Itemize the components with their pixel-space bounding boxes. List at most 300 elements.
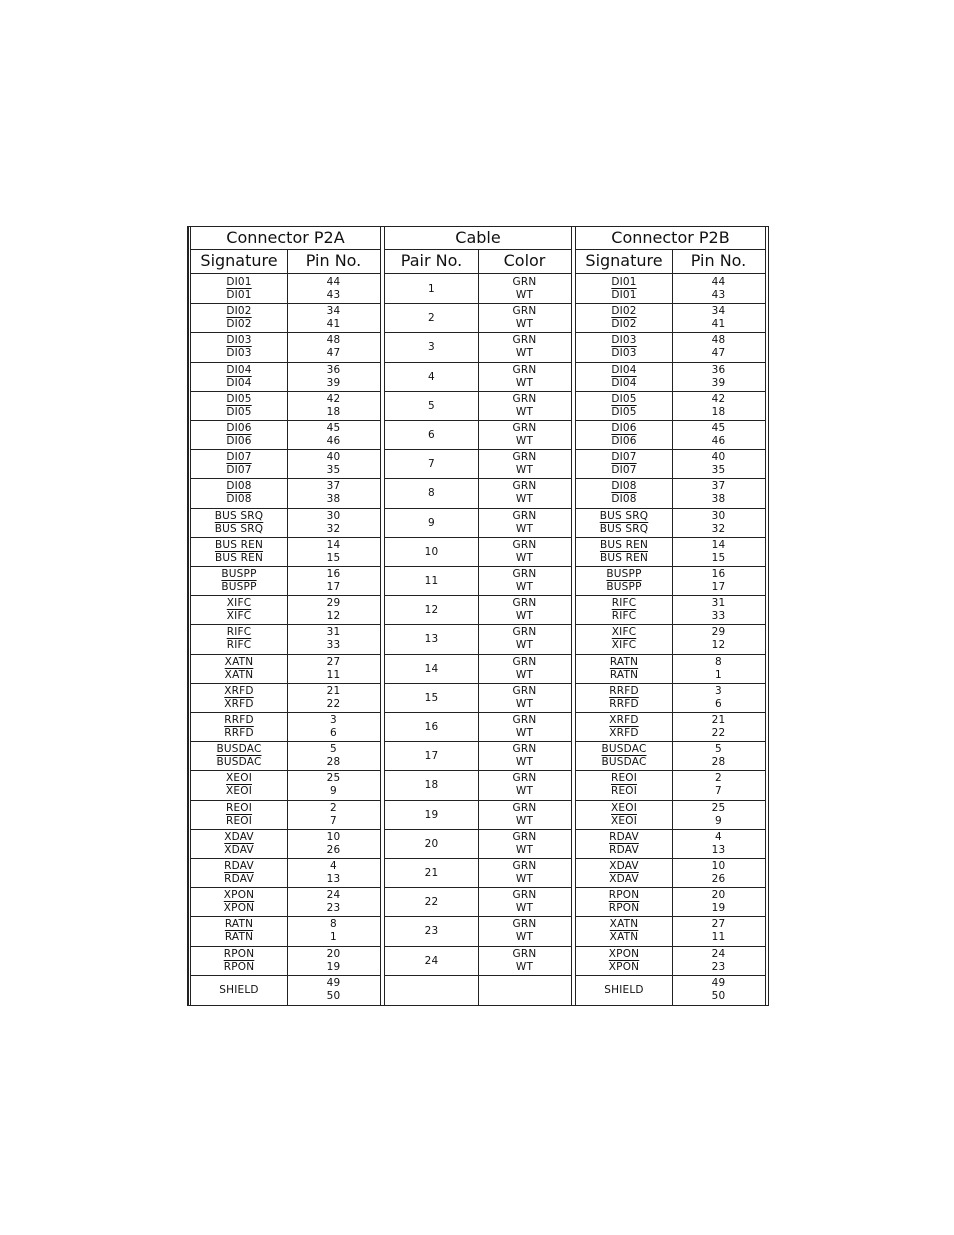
pin-number: 31	[711, 597, 726, 610]
table-row	[191, 596, 380, 625]
table-row	[191, 801, 380, 830]
pin-cell	[672, 363, 765, 391]
pin-number-inverted: 22	[711, 727, 726, 739]
cable-row	[385, 771, 571, 800]
signature-cell	[191, 538, 287, 566]
inverted-signature-label: RATN	[609, 668, 639, 681]
signature-label: DI02	[611, 305, 637, 318]
pin-number-inverted: 22	[326, 697, 341, 710]
pin-number: 37	[711, 480, 726, 493]
table-row	[576, 538, 765, 567]
connector-p2b-header	[576, 249, 765, 274]
panel-border-left	[188, 227, 189, 1005]
color-cell	[478, 713, 571, 741]
cable-pair-header: Pair No.	[400, 251, 463, 270]
pin-number-inverted: 19	[326, 960, 341, 973]
inverted-signature-label: RPON	[223, 960, 255, 973]
signature-label: RPON	[223, 947, 255, 960]
pair-cell	[385, 479, 478, 507]
signature-label: XATN	[609, 918, 639, 931]
signature-cell	[191, 625, 287, 653]
signature-label: RIFC	[226, 626, 252, 639]
color-cell	[478, 655, 571, 683]
pin-number: 45	[711, 422, 726, 434]
table-row	[191, 655, 380, 684]
signature-label: REOI	[610, 772, 638, 785]
p2a-pin-header: Pin No.	[305, 251, 362, 270]
signature-cell	[191, 771, 287, 799]
pin-number-inverted: 28	[711, 756, 726, 769]
pin-number-inverted: 35	[711, 464, 726, 477]
pair-number: 23	[424, 925, 439, 938]
inverted-signature-label: XPON	[223, 902, 255, 915]
signature-label: XATN	[224, 655, 254, 668]
inverted-signature-label: XATN	[609, 931, 639, 944]
inverted-signature-label: REOI	[610, 785, 638, 798]
table-row	[576, 947, 765, 976]
wire-color: GRN	[512, 363, 537, 376]
signature-label: XIFC	[226, 597, 252, 610]
inverted-signature-label: DI08	[226, 493, 252, 506]
signature-label: XPON	[223, 889, 255, 902]
table-row	[576, 771, 765, 800]
wire-color: GRN	[512, 801, 537, 814]
wire-color-return: WT	[515, 960, 534, 973]
pin-number: 14	[711, 538, 726, 551]
pin-cell	[287, 596, 380, 624]
pin-number: 25	[711, 801, 726, 814]
pin-number-inverted: 43	[326, 289, 341, 301]
wire-color-return: WT	[515, 727, 534, 739]
inverted-signature-label: XIFC	[226, 610, 252, 623]
signature-cell	[191, 363, 287, 391]
wire-color: GRN	[512, 509, 537, 522]
inverted-signature-label: DI06	[226, 435, 252, 447]
color-cell	[478, 888, 571, 916]
inverted-signature-label: DI03	[611, 347, 637, 360]
pin-cell	[287, 479, 380, 507]
signature-cell	[576, 830, 672, 858]
pin-cell	[672, 538, 765, 566]
color-cell	[478, 596, 571, 624]
pair-number: 3	[428, 341, 435, 354]
pin-number-inverted: 50	[326, 989, 341, 1002]
pair-cell	[385, 538, 478, 566]
signature-label: DI01	[226, 276, 252, 288]
pair-cell	[385, 684, 478, 712]
pair-cell	[385, 509, 478, 537]
pin-cell	[672, 333, 765, 361]
table-row	[576, 421, 765, 450]
pin-cell	[287, 976, 380, 1005]
color-cell	[478, 859, 571, 887]
inverted-signature-label: RDAV	[224, 873, 254, 885]
inverted-signature-label: RATN	[224, 931, 254, 944]
pin-cell	[287, 450, 380, 478]
table-row	[576, 830, 765, 859]
pin-number-inverted: 50	[711, 989, 726, 1002]
pin-cell	[287, 859, 380, 887]
pin-number-inverted: 43	[711, 289, 726, 301]
color-cell	[478, 830, 571, 858]
signature-label: XIFC	[611, 626, 637, 639]
inverted-signature-label: DI02	[226, 318, 252, 331]
table-row	[191, 859, 380, 888]
pin-number: 20	[711, 889, 726, 902]
pair-number: 4	[428, 370, 435, 383]
pair-cell	[385, 976, 478, 1005]
wire-color-return: WT	[515, 522, 534, 535]
table-row	[576, 684, 765, 713]
wire-color: GRN	[512, 830, 537, 843]
pin-number: 42	[326, 392, 341, 405]
cable-row	[385, 801, 571, 830]
inverted-signature-label: XDAV	[224, 843, 254, 856]
pin-number-inverted: 26	[711, 873, 726, 885]
inverted-signature-label: XEOI	[226, 785, 252, 798]
pin-number-inverted: 6	[715, 697, 722, 710]
pin-number: 24	[711, 947, 726, 960]
signature-cell	[191, 479, 287, 507]
pair-number: 12	[424, 604, 439, 617]
table-row	[191, 976, 380, 1005]
pair-number: 7	[428, 458, 435, 471]
pin-number: 4	[330, 860, 337, 872]
pin-number: 34	[711, 305, 726, 318]
table-row	[576, 976, 765, 1005]
inverted-signature-label: XPON	[608, 960, 640, 973]
pin-number-inverted: 38	[711, 493, 726, 506]
inverted-signature-label: DI08	[611, 493, 637, 506]
pin-number-inverted: 13	[326, 873, 341, 885]
cable-row	[385, 947, 571, 976]
pin-cell	[287, 304, 380, 332]
cable-panel	[384, 227, 572, 1005]
pin-number: 16	[326, 568, 341, 580]
pin-cell	[672, 392, 765, 420]
pair-cell	[385, 421, 478, 449]
pin-cell	[672, 479, 765, 507]
pair-cell	[385, 275, 478, 303]
signature-label: DI04	[611, 363, 637, 376]
table-row	[191, 830, 380, 859]
wire-color-return: WT	[515, 376, 534, 389]
pin-number-inverted: 41	[711, 318, 726, 331]
pin-number-inverted: 18	[711, 405, 726, 418]
inverted-signature-label: BUSPP	[221, 581, 257, 593]
signature-cell	[191, 567, 287, 595]
color-cell	[478, 509, 571, 537]
pair-number: 10	[424, 545, 439, 558]
cable-row	[385, 655, 571, 684]
signature-cell	[576, 392, 672, 420]
pin-cell	[672, 771, 765, 799]
pin-number-inverted: 18	[326, 405, 341, 418]
signature-label: DI08	[611, 480, 637, 493]
wire-color: GRN	[512, 772, 537, 785]
wire-color-return: WT	[515, 814, 534, 827]
wire-color-return: WT	[515, 318, 534, 331]
wire-color: GRN	[512, 422, 537, 434]
wire-color-return: WT	[515, 435, 534, 447]
table-row	[191, 947, 380, 976]
pin-cell	[672, 567, 765, 595]
pair-number: 15	[424, 691, 439, 704]
wire-color-return: WT	[515, 668, 534, 681]
inverted-signature-label: XRFD	[224, 697, 254, 710]
color-cell	[478, 976, 571, 1005]
pin-number: 40	[326, 451, 341, 464]
pair-cell	[385, 801, 478, 829]
color-cell	[478, 684, 571, 712]
wire-color: GRN	[512, 743, 537, 756]
pin-number: 10	[711, 860, 726, 872]
inverted-signature-label: DI04	[611, 376, 637, 389]
pair-cell	[385, 392, 478, 420]
cable-row	[385, 596, 571, 625]
inverted-signature-label: XEOI	[611, 814, 637, 827]
cable-row	[385, 450, 571, 479]
signature-label: DI06	[226, 422, 252, 434]
pin-number: 3	[330, 714, 337, 726]
table-row	[576, 917, 765, 946]
pair-cell	[385, 333, 478, 361]
signature-label: DI05	[611, 392, 637, 405]
signature-label: RATN	[224, 918, 254, 931]
signature-label: DI01	[611, 276, 637, 288]
pin-cell	[672, 742, 765, 770]
pin-number: 31	[326, 626, 341, 639]
table-row	[576, 625, 765, 654]
pin-number-inverted: 12	[326, 610, 341, 623]
signature-cell	[576, 509, 672, 537]
cable-row	[385, 830, 571, 859]
pin-number: 42	[711, 392, 726, 405]
pair-cell	[385, 742, 478, 770]
wire-color-return: WT	[515, 581, 534, 593]
signature-label: BUS REN	[214, 538, 264, 551]
pin-cell	[672, 684, 765, 712]
pin-cell	[672, 275, 765, 303]
cable-row	[385, 333, 571, 362]
pin-number: 21	[326, 684, 341, 697]
pair-number: 5	[428, 399, 435, 412]
pair-number: 19	[424, 808, 439, 821]
table-row	[191, 450, 380, 479]
inverted-signature-label: REOI	[225, 814, 253, 827]
signature-cell	[191, 859, 287, 887]
pin-cell	[287, 830, 380, 858]
wire-color: GRN	[512, 597, 537, 610]
signature-label: BUSDAC	[216, 743, 262, 756]
signature-label: DI04	[226, 363, 252, 376]
pin-cell	[672, 596, 765, 624]
pin-cell	[672, 509, 765, 537]
table-row	[191, 363, 380, 392]
cable-row	[385, 713, 571, 742]
pin-number: 48	[326, 334, 341, 347]
table-row	[191, 684, 380, 713]
table-row	[576, 479, 765, 508]
pin-number-inverted: 33	[326, 639, 341, 652]
color-cell	[478, 450, 571, 478]
pin-number-inverted: 46	[326, 435, 341, 447]
inverted-signature-label: XIFC	[611, 639, 637, 652]
inverted-signature-label: BUS REN	[599, 551, 649, 564]
connector-p2a-header	[191, 249, 380, 274]
signature-label: DI02	[226, 305, 252, 318]
wire-color-return: WT	[515, 697, 534, 710]
pin-cell	[672, 713, 765, 741]
signature-label: XRFD	[609, 714, 639, 726]
pin-cell	[287, 538, 380, 566]
pin-number: 5	[715, 743, 722, 756]
wire-color-return: WT	[515, 843, 534, 856]
signature-label: RRFD	[609, 684, 639, 697]
signature-cell	[576, 713, 672, 741]
pair-number: 16	[424, 721, 439, 734]
pin-number: 36	[711, 363, 726, 376]
signature-cell	[191, 596, 287, 624]
pin-number-inverted: 39	[326, 376, 341, 389]
pair-number: 9	[428, 516, 435, 529]
cable-title: Cable	[385, 227, 571, 250]
pin-number: 2	[330, 801, 337, 814]
wire-color: GRN	[512, 714, 537, 726]
pin-number: 24	[326, 889, 341, 902]
inverted-signature-label: DI06	[611, 435, 637, 447]
connector-p2a-title: Connector P2A	[191, 227, 380, 250]
connector-p2b-panel	[575, 227, 766, 1005]
color-cell	[478, 421, 571, 449]
pin-number-inverted: 17	[711, 581, 726, 593]
color-cell	[478, 333, 571, 361]
pin-number: 49	[711, 976, 726, 989]
pin-number-inverted: 7	[330, 814, 337, 827]
pin-number-inverted: 1	[715, 668, 722, 681]
color-cell	[478, 567, 571, 595]
pin-number-inverted: 23	[326, 902, 341, 915]
table-row	[576, 392, 765, 421]
signature-cell	[576, 917, 672, 945]
signature-cell	[576, 567, 672, 595]
signature-cell	[576, 771, 672, 799]
inverted-signature-label: DI04	[226, 376, 252, 389]
color-cell	[478, 392, 571, 420]
table-row	[191, 742, 380, 771]
pair-cell	[385, 917, 478, 945]
pin-number-inverted: 7	[715, 785, 722, 798]
pin-cell	[672, 917, 765, 945]
signature-label: XDAV	[609, 860, 639, 872]
pair-cell	[385, 830, 478, 858]
color-cell	[478, 275, 571, 303]
pin-number-inverted: 9	[715, 814, 722, 827]
signature-cell	[576, 947, 672, 975]
signature-cell	[576, 801, 672, 829]
inverted-signature-label: BUSPP	[606, 581, 642, 593]
pin-number: 44	[711, 276, 726, 288]
wire-color-return: WT	[515, 902, 534, 915]
pair-cell	[385, 655, 478, 683]
cable-row	[385, 888, 571, 917]
wire-color-return: WT	[515, 873, 534, 885]
pin-cell	[287, 801, 380, 829]
signature-cell	[576, 859, 672, 887]
pin-number-inverted: 1	[330, 931, 337, 944]
pair-cell	[385, 304, 478, 332]
pin-number: 48	[711, 334, 726, 347]
pin-number-inverted: 28	[326, 756, 341, 769]
cable-row	[385, 392, 571, 421]
pin-cell	[287, 392, 380, 420]
signature-label: DI05	[226, 392, 252, 405]
signature-label: REOI	[225, 801, 253, 814]
pin-cell	[287, 742, 380, 770]
wire-color-return: WT	[515, 931, 534, 944]
pin-number: 27	[326, 655, 341, 668]
wire-color-return: WT	[515, 551, 534, 564]
signature-cell	[191, 392, 287, 420]
pin-number-inverted: 33	[711, 610, 726, 623]
color-cell	[478, 625, 571, 653]
table-row	[191, 479, 380, 508]
wire-color: GRN	[512, 334, 537, 347]
pin-number-inverted: 32	[326, 522, 341, 535]
pin-number-inverted: 23	[711, 960, 726, 973]
table-row	[576, 363, 765, 392]
pair-number: 18	[424, 779, 439, 792]
color-cell	[478, 363, 571, 391]
pin-number-inverted: 47	[711, 347, 726, 360]
inverted-signature-label: RRFD	[224, 727, 254, 739]
table-row	[576, 567, 765, 596]
pin-number: 14	[326, 538, 341, 551]
inverted-signature-label: XATN	[224, 668, 254, 681]
wire-color-return: WT	[515, 347, 534, 360]
pin-number-inverted: 11	[711, 931, 726, 944]
pair-cell	[385, 450, 478, 478]
pin-number: 34	[326, 305, 341, 318]
wire-color: GRN	[512, 538, 537, 551]
pin-number-inverted: 41	[326, 318, 341, 331]
signature-cell	[576, 275, 672, 303]
inverted-signature-label: BUSDAC	[216, 756, 262, 769]
signature-label: XRFD	[224, 684, 254, 697]
inverted-signature-label: RIFC	[611, 610, 637, 623]
table-row	[191, 421, 380, 450]
pin-number-inverted: 12	[711, 639, 726, 652]
signature-label: RDAV	[224, 860, 254, 872]
signature-cell	[576, 304, 672, 332]
pin-cell	[672, 830, 765, 858]
wire-color: GRN	[512, 947, 537, 960]
pin-cell	[672, 801, 765, 829]
pin-number: 44	[326, 276, 341, 288]
color-cell	[478, 771, 571, 799]
signature-label: RATN	[609, 655, 639, 668]
pin-number: 5	[330, 743, 337, 756]
pin-number: 37	[326, 480, 341, 493]
inverted-signature-label: DI02	[611, 318, 637, 331]
wire-color-return: WT	[515, 756, 534, 769]
inverted-signature-label: RDAV	[609, 843, 639, 856]
table-row	[576, 596, 765, 625]
pair-number: 20	[424, 837, 439, 850]
inverted-signature-label: XDAV	[609, 873, 639, 885]
shield-label: SHIELD	[219, 984, 259, 997]
pin-cell	[287, 713, 380, 741]
